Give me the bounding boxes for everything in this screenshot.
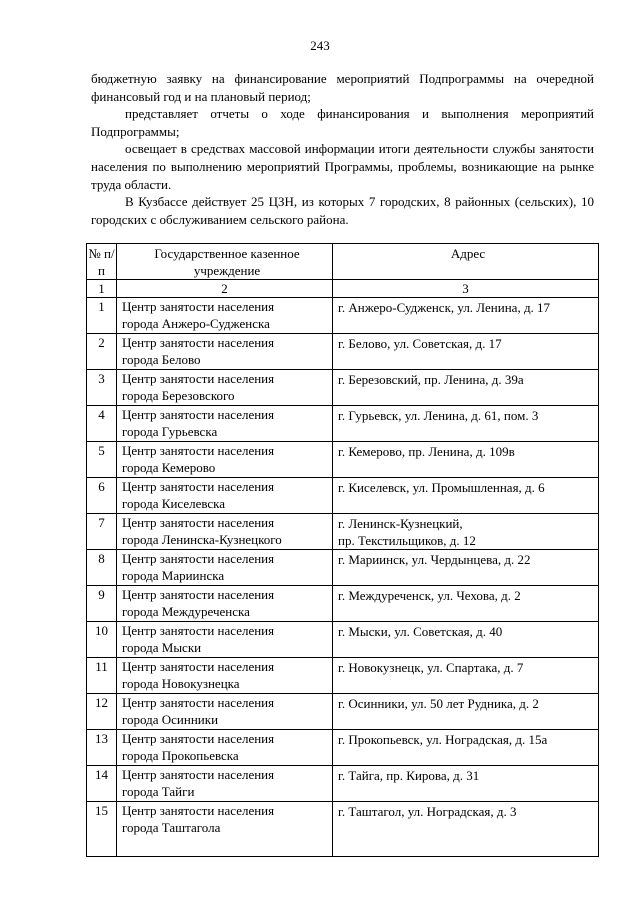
address-line: г. Березовский, пр. Ленина, д. 39а	[338, 372, 524, 387]
paragraph: освещает в средствах массовой информации итоги деятельности службы занятости населения по выполнению мероприятий Программы, проблемы, возникающие на рынке труда области.	[91, 141, 594, 192]
address	[333, 694, 599, 730]
column-number: 3	[333, 280, 599, 298]
institution-name-line: города Мариинска	[122, 568, 225, 583]
table-row	[87, 478, 599, 514]
row-number: 10	[87, 622, 117, 658]
column-number-row	[87, 280, 599, 298]
address-line: г. Мыски, ул. Советская, д. 40	[338, 624, 503, 639]
institution-name-line: города Киселевска	[122, 496, 226, 511]
institution-name-line: Центр занятости населения	[122, 479, 275, 494]
institution-name	[117, 298, 333, 334]
institution-name-line: города Кемерово	[122, 460, 216, 475]
institution-name-line: города Осинники	[122, 712, 219, 727]
institution-name-line: города Прокопьевска	[122, 748, 239, 763]
institution-name	[117, 766, 333, 802]
institution-name	[117, 730, 333, 766]
paragraph: представляет отчеты о ходе финансирования и выполнения мероприятий Подпрограммы;	[91, 106, 594, 139]
address-line: г. Мариинск, ул. Чердынцева, д. 22	[338, 552, 531, 567]
row-number: 12	[87, 694, 117, 730]
table-row	[87, 550, 599, 586]
row-number: 11	[87, 658, 117, 694]
institution-name-line: Центр занятости населения	[122, 659, 275, 674]
institution-name-line: города Белово	[122, 352, 201, 367]
institution-name	[117, 442, 333, 478]
table-row	[87, 622, 599, 658]
table-row	[87, 730, 599, 766]
address	[333, 298, 599, 334]
institution-name	[117, 406, 333, 442]
institution-name-line: Центр занятости населения	[122, 299, 275, 314]
address-line: г. Прокопьевск, ул. Ноградская, д. 15а	[338, 732, 548, 747]
table-row	[87, 658, 599, 694]
employment-centers-table	[86, 243, 599, 857]
row-number: 5	[87, 442, 117, 478]
column-number: 1	[87, 280, 117, 298]
table-row	[87, 370, 599, 406]
header-institution: Государственное казенное учреждение	[117, 244, 333, 280]
body-text	[91, 70, 594, 228]
address	[333, 370, 599, 406]
institution-name-line: Центр занятости населения	[122, 443, 275, 458]
institution-name-line: города Ленинска-Кузнецкого	[122, 532, 282, 547]
address	[333, 550, 599, 586]
institution-name-line: города Тайги	[122, 784, 195, 799]
institution-name	[117, 550, 333, 586]
row-number: 7	[87, 514, 117, 550]
address-line: г. Таштагол, ул. Ноградская, д. 3	[338, 804, 517, 819]
address-line: г. Междуреченск, ул. Чехова, д. 2	[338, 588, 521, 603]
page-number: 243	[310, 38, 330, 53]
institution-name-line: Центр занятости населения	[122, 335, 275, 350]
institution-name-line: Центр занятости населения	[122, 587, 275, 602]
address	[333, 622, 599, 658]
institution-name-line: Центр занятости населения	[122, 551, 275, 566]
row-number: 8	[87, 550, 117, 586]
institution-name-line: Центр занятости населения	[122, 731, 275, 746]
institution-name-line: города Таштагола	[122, 820, 221, 835]
institution-name	[117, 514, 333, 550]
table-row	[87, 298, 599, 334]
address	[333, 442, 599, 478]
address-line: г. Анжеро-Судженск, ул. Ленина, д. 17	[338, 300, 551, 315]
address	[333, 730, 599, 766]
address-line: г. Киселевск, ул. Промышленная, д. 6	[338, 480, 545, 495]
address-line: г. Гурьевск, ул. Ленина, д. 61, пом. 3	[338, 408, 539, 423]
institution-name	[117, 334, 333, 370]
institution-name	[117, 658, 333, 694]
institution-name	[117, 478, 333, 514]
address	[333, 766, 599, 802]
paragraph: бюджетную заявку на финансирование мероприятий Подпрограммы на очередной финансовый год и на плановый период;	[91, 71, 594, 104]
address	[333, 406, 599, 442]
table-row	[87, 514, 599, 550]
institution-name-line: Центр занятости населения	[122, 695, 275, 710]
address	[333, 658, 599, 694]
address	[333, 802, 599, 857]
institution-name-line: города Новокузнецка	[122, 676, 240, 691]
table-row	[87, 694, 599, 730]
institution-name-line: города Гурьевска	[122, 424, 218, 439]
institution-name-line: города Мыски	[122, 640, 202, 655]
institution-name	[117, 802, 333, 857]
institution-name-line: Центр занятости населения	[122, 371, 275, 386]
address-line: г. Осинники, ул. 50 лет Рудника, д. 2	[338, 696, 539, 711]
address	[333, 478, 599, 514]
row-number: 6	[87, 478, 117, 514]
row-number: 13	[87, 730, 117, 766]
institution-name-line: Центр занятости населения	[122, 767, 275, 782]
institution-name-line: Центр занятости населения	[122, 407, 275, 422]
institution-name-line: города Междуреченска	[122, 604, 250, 619]
institution-name-line: города Березовского	[122, 388, 235, 403]
institution-name-line: Центр занятости населения	[122, 623, 275, 638]
header-address: Адрес	[333, 244, 599, 280]
row-number: 14	[87, 766, 117, 802]
row-number: 3	[87, 370, 117, 406]
table-row	[87, 586, 599, 622]
row-number: 4	[87, 406, 117, 442]
institution-name	[117, 586, 333, 622]
institution-name-line: Центр занятости населения	[122, 515, 275, 530]
institution-name-line: города Анжеро-Судженска	[122, 316, 270, 331]
header-number: № п/п	[87, 244, 117, 280]
row-number: 2	[87, 334, 117, 370]
paragraph: В Кузбассе действует 25 ЦЗН, из которых 7 городских, 8 районных (сельских), 10 городских с обслуживанием сельского района.	[91, 194, 594, 227]
institution-name	[117, 694, 333, 730]
address-line: пр. Текстильщиков, д. 12	[338, 533, 476, 548]
column-number: 2	[117, 280, 333, 298]
address-line: г. Кемерово, пр. Ленина, д. 109в	[338, 444, 515, 459]
address	[333, 586, 599, 622]
address	[333, 514, 599, 550]
institution-name	[117, 370, 333, 406]
address-line: г. Новокузнецк, ул. Спартака, д. 7	[338, 660, 524, 675]
row-number: 15	[87, 802, 117, 857]
table-header-row	[87, 244, 599, 280]
address-line: г. Тайга, пр. Кирова, д. 31	[338, 768, 480, 783]
row-number: 9	[87, 586, 117, 622]
table-row	[87, 442, 599, 478]
table-row	[87, 766, 599, 802]
institution-name-line: Центр занятости населения	[122, 803, 275, 818]
table-row	[87, 406, 599, 442]
table-row	[87, 334, 599, 370]
table-row	[87, 802, 599, 857]
row-number: 1	[87, 298, 117, 334]
address-line: г. Белово, ул. Советская, д. 17	[338, 336, 502, 351]
address-line: г. Ленинск-Кузнецкий,	[338, 516, 463, 531]
institution-name	[117, 622, 333, 658]
address	[333, 334, 599, 370]
